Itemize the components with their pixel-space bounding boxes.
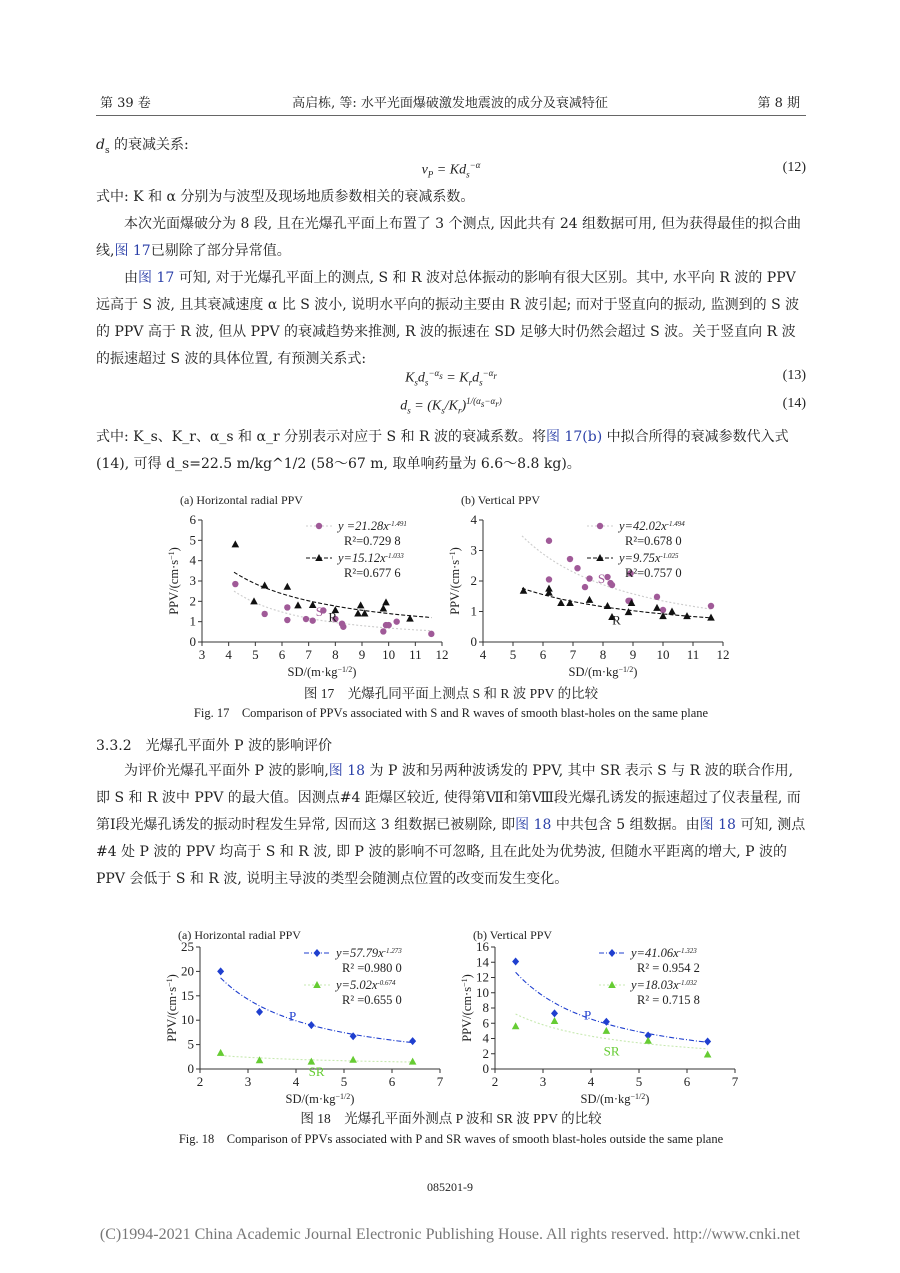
x-tick-label: 4 <box>225 647 232 662</box>
curve-label: S <box>597 571 606 587</box>
chart-title: (b) Vertical PPV <box>461 493 541 507</box>
data-point <box>603 1027 611 1034</box>
x-axis-label: $SD/(m\cdot kg^{-1/2})$ <box>285 1091 355 1106</box>
x-tick-label: 7 <box>731 1074 739 1089</box>
y-tick-label: 6 <box>482 1015 489 1031</box>
equation-number: (14) <box>782 396 806 411</box>
legend-equation: $y=5.02x^{-0.674}$ <box>336 978 396 992</box>
y-tick-label: 20 <box>181 963 194 979</box>
x-tick-label: 5 <box>340 1074 348 1089</box>
data-point <box>382 598 390 605</box>
data-point <box>357 601 365 608</box>
text: 可知, 对于光爆孔平面上的测点, S 和 R 波对总体振动的影响有很大区别。其中, 水平向 R 波的 PPV 远高于 S 波, 且其衰减速度 α 比 S 波小, 说明水平向的振动主要由 R 波引起; 而对于竖直向的振动, 监测到的 S 波的 PPV 高于 R 波, 但从 PPV 的衰减趋势来推测, R 波的振速在 SD 足够大时仍然会超过 S 波。关于竖直向 R 波的振速超过 S 波的具体位置, 有预测关系式: <box>96 270 800 367</box>
text: 由 <box>124 270 138 286</box>
series-S <box>522 519 714 613</box>
x-tick-label: 7 <box>305 647 312 662</box>
equation-12 <box>96 160 806 184</box>
x-axis-label-exp: −1/2 <box>335 1091 351 1101</box>
curve-label: R <box>328 609 338 625</box>
legend-marker <box>597 523 603 529</box>
y-tick-label: 3 <box>470 542 477 558</box>
data-point <box>284 604 290 610</box>
x-tick-label: 4 <box>479 647 487 662</box>
text: 可知, 测点#4 处 P 波的 PPV 均高于 S 和 R 波, 即 P 波的影响不可忽略, 且在此处为优势波, 但随水平距离的增大, P 波的 PPV 会低于 S 和 R 波, 说明主导波的类型会随测点位置的改变而发生变化。 <box>96 817 806 887</box>
data-point <box>380 628 386 634</box>
figure-link[interactable]: 图 17 <box>138 270 175 286</box>
x-tick-label: 5 <box>635 1074 643 1089</box>
legend-r2: R² = 0.954 2 <box>637 961 700 975</box>
legend-equation: $y=42.02x^{-1.494}$ <box>619 519 685 533</box>
chart-svg <box>455 925 755 1105</box>
copyright-notice: (C)1994-2021 China Academic Journal Electronic Publishing House. All rights reserved. http://www.cnki.net <box>99 1226 801 1243</box>
equation-14 <box>96 396 806 420</box>
y-tick-label: 5 <box>187 1036 194 1052</box>
legend-marker <box>316 523 322 529</box>
y-tick-label: 16 <box>476 939 489 954</box>
y-tick-label: 12 <box>476 969 489 985</box>
series-SR <box>217 978 417 1079</box>
page-number: 085201-9 <box>427 1180 473 1194</box>
paragraph-where: 式中: K 和 α 分别为与波型及现场地质参数相关的衰减系数。 <box>96 189 475 205</box>
paragraph-analysis <box>96 265 806 373</box>
y-axis-label-end: ) <box>448 547 462 552</box>
legend-exponent: -1.273 <box>383 947 402 955</box>
figure17-caption-en: Fig. 17 Comparison of PPVs associated with S and R waves of smooth blast-holes on the same plane <box>193 706 709 720</box>
x-tick-label: 4 <box>292 1074 300 1089</box>
y-tick-label: 8 <box>482 1000 489 1015</box>
data-point <box>256 1008 263 1016</box>
y-axis-label-exp: −1 <box>447 551 457 560</box>
figure-link[interactable]: 图 18 <box>699 817 736 833</box>
y-tick-label: 1 <box>470 603 477 619</box>
data-point <box>704 1051 712 1058</box>
y-tick-label: 2 <box>189 593 196 609</box>
paragraph-coefficients <box>96 424 806 478</box>
text: 中共包含 5 组数据。由 <box>551 817 700 833</box>
data-point <box>566 599 574 606</box>
curve-label: P <box>289 1008 297 1024</box>
legend-equation: $y=41.06x^{-1.323}$ <box>631 946 697 960</box>
y-tick-label: 2 <box>470 573 477 588</box>
x-tick-label: 9 <box>358 647 366 662</box>
data-point <box>582 584 588 590</box>
chart-fig17a <box>166 490 450 680</box>
y-axis-label-end: ) <box>165 974 179 979</box>
data-point <box>308 1021 315 1029</box>
data-point <box>393 618 399 624</box>
y-tick-label: 0 <box>189 634 196 649</box>
data-point <box>546 576 552 582</box>
y-tick-label: 0 <box>470 634 477 649</box>
data-point <box>609 582 615 588</box>
data-point <box>232 540 240 547</box>
legend-marker <box>608 981 616 988</box>
header-rule <box>96 115 806 116</box>
data-point <box>625 608 633 615</box>
x-tick-label: 11 <box>409 647 422 662</box>
fit-curve <box>221 1056 413 1063</box>
x-axis-label: $SD/(m\cdot kg^{-1/2})$ <box>287 664 357 679</box>
legend-equation: $y=18.03x^{-1.032}$ <box>631 978 697 992</box>
paragraph-ds-relation: $d_s$ 的衰减关系: <box>96 137 189 156</box>
legend-equation: $y =21.28x^{-1.491}$ <box>338 519 407 533</box>
curve-label: P <box>584 1007 592 1023</box>
y-tick-label: 6 <box>189 512 196 527</box>
data-point <box>644 1037 652 1044</box>
text: 的衰减关系: <box>114 137 189 153</box>
text: 为评价光爆孔平面外 P 波的影响, <box>124 763 329 779</box>
legend-marker <box>313 981 321 988</box>
x-tick-label: 3 <box>244 1074 252 1089</box>
legend-exponent: -1.323 <box>678 947 697 955</box>
data-point <box>586 596 594 603</box>
x-tick-label: 6 <box>539 647 547 662</box>
chart-fig17b <box>447 490 735 680</box>
x-axis-label-end: ) <box>350 1092 355 1106</box>
legend-r2: R² = 0.715 8 <box>637 993 700 1007</box>
x-tick-label: 6 <box>683 1074 691 1089</box>
x-tick-label: 3 <box>198 647 206 662</box>
y-tick-label: 10 <box>476 984 489 1000</box>
figure18-caption-cn: 图 18 光爆孔平面外测点 P 波和 SR 波 PPV 的比较 <box>300 1111 602 1126</box>
chart-svg <box>166 490 450 680</box>
legend-r2: R² =0.655 0 <box>342 993 402 1007</box>
legend-equation: $y=57.79x^{-1.273}$ <box>336 946 402 960</box>
chart-title: (a) Horizontal radial PPV <box>180 493 303 507</box>
y-axis-label: PPV/$(cm\cdot s^{-1})$ <box>166 547 181 615</box>
running-title: 高启栋, 等: 水平光面爆破激发地震波的成分及衰减特征 <box>292 96 608 111</box>
x-tick-label: 8 <box>332 647 339 662</box>
y-tick-label: 14 <box>476 954 489 970</box>
x-axis-label: $SD/(m\cdot kg^{-1/2})$ <box>568 664 638 679</box>
text: 为 P 波和另两种波诱发的 PPV, 其中 SR 表示 S 与 R 波的联合作用, 即 S 和 R 波中 PPV 的最大值。因测点#4 距爆区较近, 使得第Ⅶ和第Ⅷ段光爆孔诱发的振速超过了仪表量程, 而第Ⅰ段光爆孔诱发的振动时程发生异常, 因而这 3 组数据已被剔除, 即 <box>96 763 801 833</box>
x-tick-label: 4 <box>587 1074 595 1089</box>
running-header <box>100 92 800 114</box>
data-point <box>551 1009 558 1017</box>
text: 已剔除了部分异常值。 <box>150 243 291 259</box>
data-point <box>574 565 580 571</box>
data-point <box>668 608 676 615</box>
data-point <box>303 616 309 622</box>
data-point <box>546 538 552 544</box>
data-point <box>653 604 661 611</box>
y-tick-label: 25 <box>181 939 194 954</box>
chart-title: (b) Vertical PPV <box>473 928 553 942</box>
data-point <box>707 614 715 621</box>
x-tick-label: 12 <box>435 647 449 662</box>
text: 式中: K_s、K_r、α_s 和 α_r 分别表示对应于 S 和 R 波的衰减系数。将 <box>96 429 547 445</box>
figure18-caption-en: Fig. 18 Comparison of PPVs associated with P and SR waves of smooth blast-holes outside the same plane <box>178 1132 724 1146</box>
x-tick-label: 7 <box>436 1074 444 1089</box>
figure17-caption-cn: 图 17 光爆孔同平面上测点 S 和 R 波 PPV 的比较 <box>303 686 599 701</box>
data-point <box>604 602 612 609</box>
legend-r2: R² =0.980 0 <box>342 961 402 975</box>
text: 中拟合所得的衰减参数代入式 (14), 可得 d_s=22.5 m/kg^1/2 (58～67 m, 取单响药量为 6.6～8.8 kg)。 <box>96 429 789 472</box>
paragraph-p-wave <box>96 758 806 893</box>
legend-marker <box>314 949 321 957</box>
data-point <box>708 603 714 609</box>
x-tick-label: 3 <box>539 1074 547 1089</box>
curve-label: SR <box>308 1064 325 1080</box>
data-point <box>512 1022 520 1029</box>
x-axis-label-exp: −1/2 <box>630 1091 646 1101</box>
chart-title: (a) Horizontal radial PPV <box>178 928 301 942</box>
y-tick-label: 2 <box>482 1045 489 1061</box>
y-tick-label: 1 <box>189 613 196 629</box>
x-tick-label: 11 <box>686 647 700 662</box>
x-axis-label-end: ) <box>352 665 357 679</box>
data-point <box>654 594 660 600</box>
legend-exponent: -0.674 <box>377 979 396 987</box>
x-axis-label-end: ) <box>633 665 638 679</box>
legend-equation: $y=9.75x^{-1.025}$ <box>619 551 679 565</box>
y-axis-label-end: ) <box>167 547 181 552</box>
y-tick-label: 4 <box>189 552 196 568</box>
data-point <box>586 575 592 581</box>
fit-curve <box>522 536 711 609</box>
data-point <box>250 597 258 604</box>
series-R <box>232 540 432 624</box>
data-point <box>604 574 610 580</box>
x-tick-label: 6 <box>278 647 286 662</box>
figure-link[interactable]: 图 18 <box>515 817 552 833</box>
x-tick-label: 8 <box>599 647 607 662</box>
figure-link[interactable]: 图 17(b) <box>546 429 603 445</box>
data-point <box>284 583 292 590</box>
figure-link[interactable]: 图 17 <box>114 243 151 259</box>
data-point <box>217 967 224 975</box>
equation-13 <box>96 368 806 392</box>
equation-formula: $K_sd_s^{-\alpha_s} = K_rd_s^{-\alpha_r}$ <box>405 368 497 388</box>
chart-fig18b <box>455 925 755 1105</box>
section-heading-3-3-2: 3.3.2 光爆孔平面外 P 波的影响评价 <box>96 738 332 754</box>
data-point <box>512 957 519 965</box>
figure-link[interactable]: 图 18 <box>328 763 366 779</box>
chart-svg <box>160 925 460 1105</box>
x-axis-label-exp: −1/2 <box>337 664 353 674</box>
chart-svg <box>447 490 735 680</box>
volume-label: 第 39 卷 <box>100 96 151 111</box>
x-axis-label-end: ) <box>645 1092 650 1106</box>
y-axis-label-exp: −1 <box>459 978 469 987</box>
y-axis-label-exp: −1 <box>164 978 174 987</box>
legend-marker <box>609 949 616 957</box>
legend-r2: R²=0.677 6 <box>344 566 401 580</box>
y-tick-label: 5 <box>189 532 196 548</box>
y-axis-label-end: ) <box>460 974 474 979</box>
equation-formula: $v_P = Kd_s^{-\alpha}$ <box>421 160 481 180</box>
y-axis-label: PPV/$(cm\cdot s^{-1})$ <box>164 974 179 1042</box>
x-axis-label: $SD/(m\cdot kg^{-1/2})$ <box>580 1091 650 1106</box>
curve-label: S <box>315 604 323 620</box>
legend-exponent: -1.033 <box>385 552 404 560</box>
data-point <box>340 624 346 630</box>
legend-r2: R²=0.757 0 <box>625 566 682 580</box>
series-SR <box>512 978 712 1058</box>
data-point <box>567 556 573 562</box>
y-tick-label: 10 <box>181 1012 194 1028</box>
data-point <box>261 611 267 617</box>
data-point <box>409 1037 416 1045</box>
legend-exponent: -1.025 <box>660 552 679 560</box>
text: 本次光面爆破分为 8 段, 且在光爆孔平面上布置了 3 个测点, 因此共有 24 组数据可用, 但为获得最佳的拟合曲线, <box>96 216 802 259</box>
data-point <box>380 604 388 611</box>
data-point <box>294 601 302 608</box>
y-axis-label-exp: −1 <box>166 551 176 560</box>
x-tick-label: 12 <box>716 647 730 662</box>
legend-exponent: -1.494 <box>666 520 685 528</box>
x-tick-label: 2 <box>491 1074 499 1089</box>
equation-formula: $d_s = (K_s/K_r)^{1/(\alpha_s-\alpha_r)}$ <box>400 396 502 416</box>
y-axis-label: PPV/$(cm\cdot s^{-1})$ <box>447 547 462 615</box>
legend-exponent: -1.491 <box>388 520 407 528</box>
equation-number: (13) <box>782 368 806 383</box>
x-axis-label-exp: −1/2 <box>618 664 634 674</box>
x-tick-label: 5 <box>252 647 259 662</box>
equation-number: (12) <box>782 160 806 175</box>
data-point <box>232 581 238 587</box>
data-point <box>217 1049 225 1056</box>
legend-r2: R²=0.678 0 <box>625 534 682 548</box>
x-tick-label: 6 <box>388 1074 396 1089</box>
x-tick-label: 10 <box>656 647 670 662</box>
y-tick-label: 0 <box>187 1061 194 1076</box>
legend-equation: $y=15.12x^{-1.033}$ <box>338 551 404 565</box>
data-point <box>520 587 528 594</box>
data-point <box>284 617 290 623</box>
data-point <box>428 631 434 637</box>
y-tick-label: 4 <box>482 1030 489 1046</box>
data-point <box>261 581 269 588</box>
y-tick-label: 15 <box>181 987 194 1003</box>
curve-label: R <box>612 612 621 628</box>
data-point <box>349 1056 357 1063</box>
y-tick-label: 0 <box>482 1061 489 1076</box>
curve-label: SR <box>603 1043 620 1059</box>
x-tick-label: 9 <box>629 647 637 662</box>
x-tick-label: 2 <box>196 1074 204 1089</box>
data-point <box>704 1038 711 1046</box>
x-tick-label: 5 <box>509 647 517 662</box>
legend-exponent: -1.032 <box>678 979 697 987</box>
x-tick-label: 10 <box>382 647 396 662</box>
data-point <box>603 1018 610 1026</box>
y-tick-label: 4 <box>470 512 477 527</box>
issue-label: 第 8 期 <box>757 96 800 111</box>
series-R <box>520 551 715 628</box>
x-tick-label: 7 <box>569 647 577 662</box>
data-point <box>551 1017 559 1024</box>
paragraph-segments <box>96 211 806 265</box>
y-tick-label: 3 <box>189 573 196 588</box>
data-point <box>385 622 391 628</box>
chart-fig18a <box>160 925 460 1105</box>
legend-r2: R²=0.729 8 <box>344 534 401 548</box>
y-axis-label: PPV/$(cm\cdot s^{-1})$ <box>459 974 474 1042</box>
data-point <box>409 1058 417 1065</box>
